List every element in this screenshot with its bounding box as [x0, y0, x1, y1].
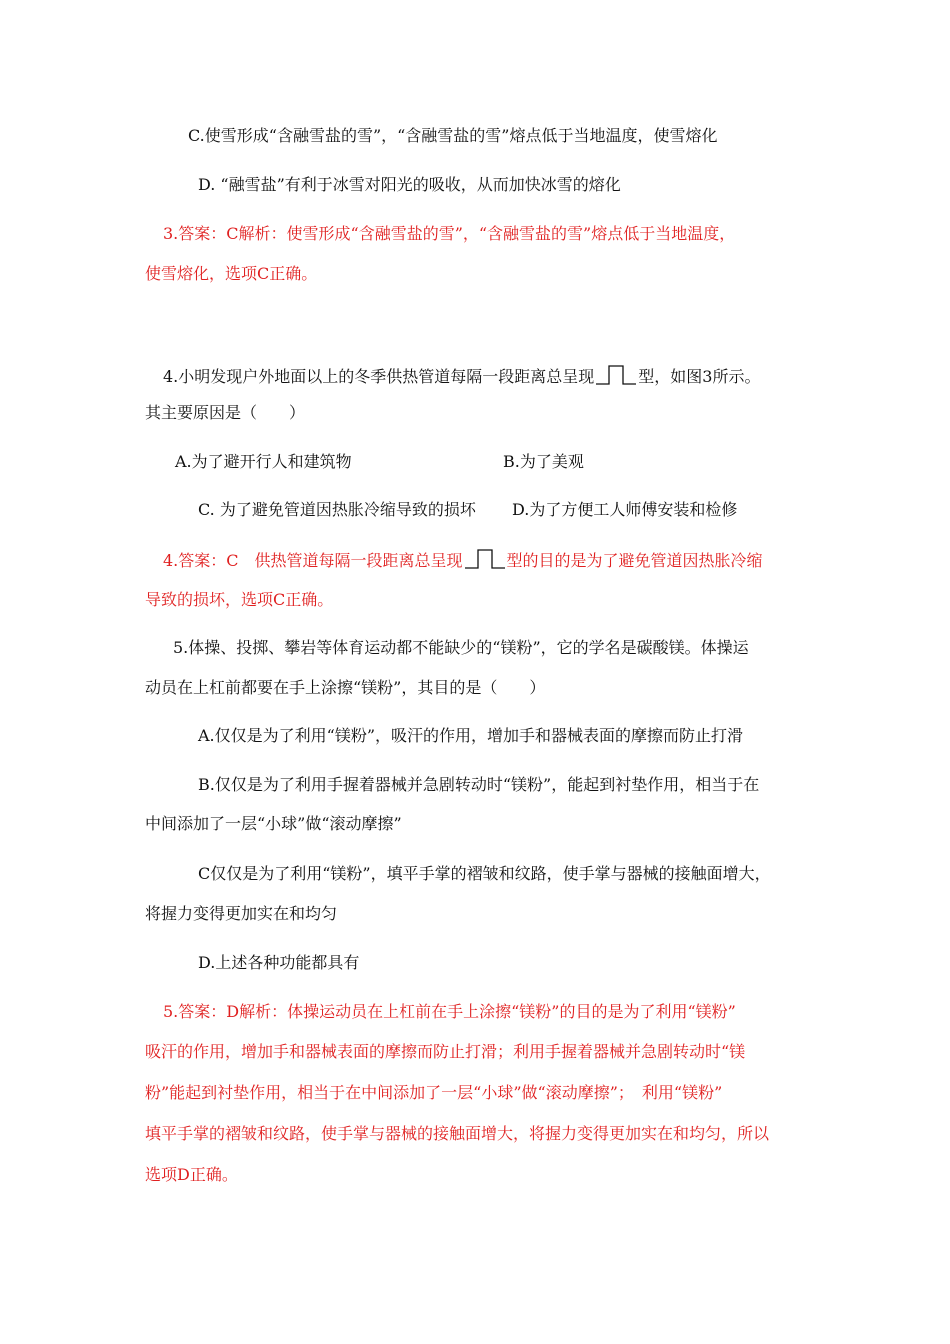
q5-option-a: A.仅仅是为了利用“镁粉”，吸汗的作用，增加手和器械表面的摩擦而防止打滑: [198, 726, 744, 745]
q5-option-c-line-2: 将握力变得更加实在和均匀: [145, 904, 338, 923]
q4-stem-before: 4.小明发现户外地面以上的冬季供热管道每隔一段距离总呈现: [163, 367, 595, 386]
q3-answer-line-2: 使雪熔化，选项C正确。: [145, 264, 318, 283]
q4-stem-after: 型，如图3所示。: [638, 367, 761, 386]
q4-option-d: D.为了方便工人师傅安装和检修: [512, 500, 738, 519]
q4-option-b: B.为了美观: [503, 452, 584, 471]
q4-stem-line-2: 其主要原因是（ ）: [145, 403, 306, 422]
q5-answer-line-2: 吸汗的作用，增加手和器械表面的摩擦而防止打滑；利用手握着器械并急剧转动时“镁: [145, 1042, 746, 1061]
q3-answer-line-1: 3.答案：C解析：使雪形成“含融雪盐的雪”，“含融雪盐的雪”熔点低于当地温度，: [163, 224, 736, 243]
q5-option-d: D.上述各种功能都具有: [198, 953, 360, 972]
pipe-bend-icon: [595, 364, 637, 386]
q4-stem-line-1: [163, 364, 760, 387]
q4-option-c: C. 为了避免管道因热胀冷缩导致的损坏: [198, 500, 476, 519]
q4-answer-line-2: 导致的损坏，选项C正确。: [145, 590, 334, 609]
q5-stem-line-1: 5.体操、投掷、攀岩等体育运动都不能缺少的“镁粉”，它的学名是碳酸镁。体操运: [173, 638, 749, 657]
q3-option-c: C.使雪形成“含融雪盐的雪”，“含融雪盐的雪”熔点低于当地温度，使雪熔化: [188, 126, 718, 145]
q5-answer-line-5: 选项D正确。: [145, 1165, 238, 1184]
q5-option-b-line-1: B.仅仅是为了利用手握着器械并急剧转动时“镁粉”，能起到衬垫作用，相当于在: [198, 775, 760, 794]
q5-stem-line-2: 动员在上杠前都要在手上涂擦“镁粉”，其目的是（ ）: [145, 678, 546, 697]
q5-option-c-line-1: C仅仅是为了利用“镁粉”，填平手掌的褶皱和纹路，使手掌与器械的接触面增大，: [198, 864, 771, 883]
q4-option-a: A.为了避开行人和建筑物: [175, 452, 352, 471]
q5-answer-line-1: 5.答案：D解析：体操运动员在上杠前在手上涂擦“镁粉”的目的是为了利用“镁粉”: [163, 1002, 736, 1021]
q5-answer-line-3: 粉”能起到衬垫作用，相当于在中间添加了一层“小球”做“滚动摩擦”； 利用“镁粉”: [145, 1083, 723, 1102]
q4-answer-before: 4.答案：C 供热管道每隔一段距离总呈现: [163, 551, 463, 570]
q5-answer-line-4: 填平手掌的褶皱和纹路，使手掌与器械的接触面增大，将握力变得更加实在和均匀，所以: [145, 1124, 770, 1143]
q5-option-b-line-2: 中间添加了一层“小球”做“滚动摩擦”: [145, 814, 402, 833]
pipe-bend-icon: [464, 548, 506, 570]
q3-option-d: D. “融雪盐”有利于冰雪对阳光的吸收，从而加快冰雪的熔化: [198, 175, 621, 194]
q4-answer-after: 型的目的是为了避免管道因热胀冷缩: [506, 551, 763, 570]
q4-answer-line-1: [163, 548, 763, 571]
